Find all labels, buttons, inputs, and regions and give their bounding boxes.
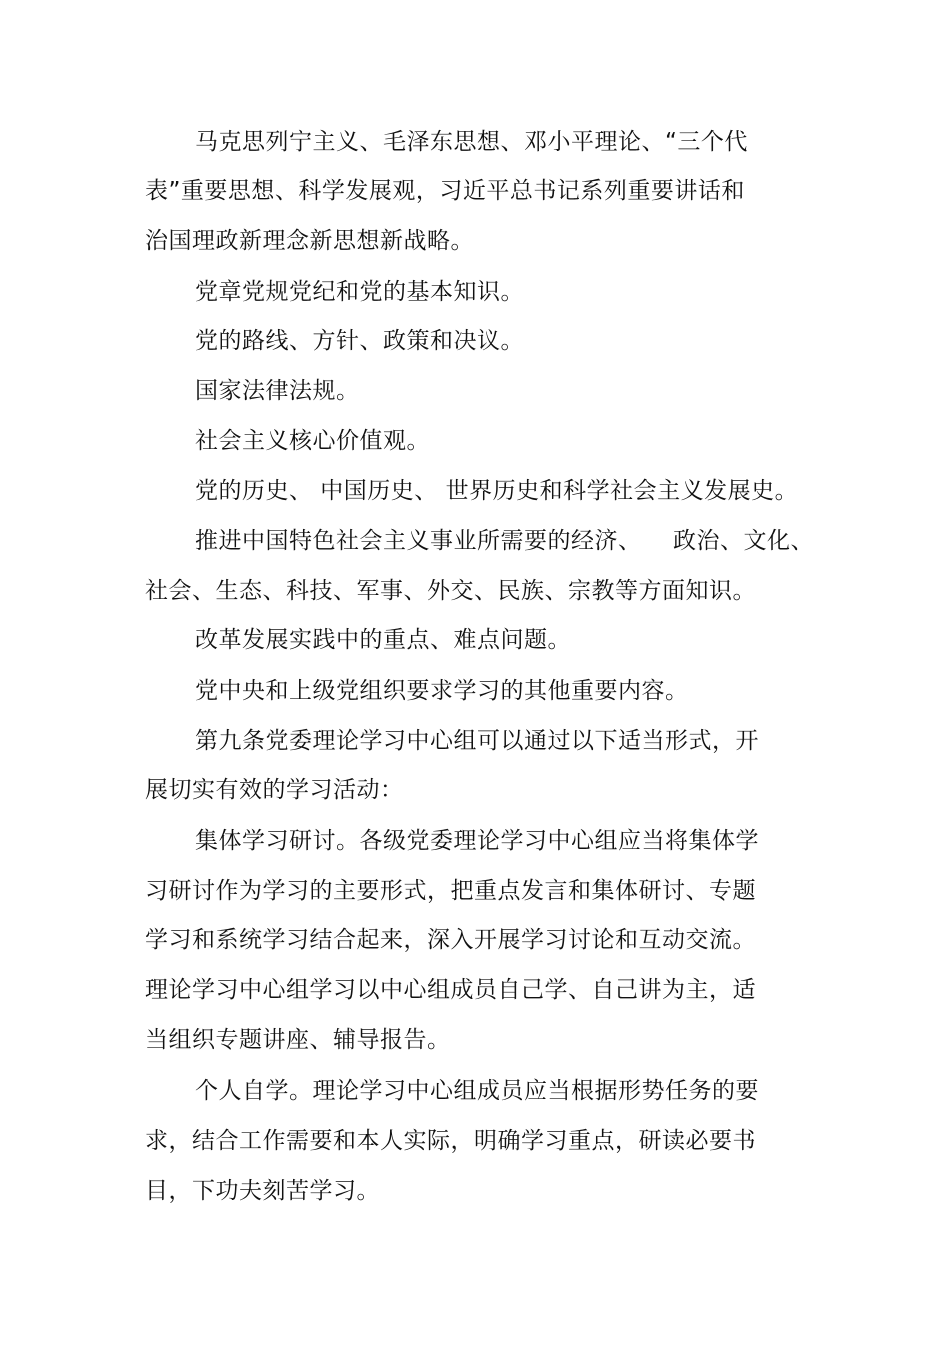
- text-line: 推进中国特色社会主义事业所需要的经济、: [195, 528, 642, 554]
- text-line: 党章党规党纪和党的基本知识。: [195, 279, 524, 305]
- text-line: 治国理政新理念新思想新战略。: [145, 228, 474, 254]
- text-line: 当组织专题讲座、辅导报告。: [145, 1027, 451, 1053]
- text-line: 马克思列宁主义、毛泽东思想、邓小平理论、“三个代: [195, 129, 748, 155]
- text-line: 表”重要思想、科学发展观，习近平总书记系列重要讲话和: [145, 178, 745, 204]
- text-line: 国家法律法规。: [195, 378, 360, 404]
- text-line: 党的历史、 中国历史、 世界历史和科学社会主义发展史。: [195, 478, 799, 504]
- text-line: 展切实有效的学习活动：: [145, 777, 404, 803]
- text-line: 个人自学。理论学习中心组成员应当根据形势任务的要: [195, 1078, 759, 1104]
- text-line: 社会主义核心价值观。: [195, 428, 430, 454]
- text-line: 学习和系统学习结合起来，深入开展学习讨论和互动交流。: [145, 927, 756, 953]
- text-line: 改革发展实践中的重点、难点问题。: [195, 627, 571, 653]
- text-line: 理论学习中心组学习以中心组成员自己学、自己讲为主，适: [145, 977, 756, 1003]
- text-line: 目，下功夫刻苦学习。: [145, 1178, 380, 1204]
- text-line: 社会、生态、科技、军事、外交、民族、宗教等方面知识。: [145, 578, 756, 604]
- text-line: 政治、文化、: [673, 528, 814, 554]
- text-line: 党的路线、方针、政策和决议。: [195, 328, 524, 354]
- text-line: 党中央和上级党组织要求学习的其他重要内容。: [195, 678, 689, 704]
- text-line: 求，结合工作需要和本人实际，明确学习重点，研读必要书: [145, 1128, 756, 1154]
- text-line: 第九条党委理论学习中心组可以通过以下适当形式，开: [195, 728, 759, 754]
- text-line: 习研讨作为学习的主要形式，把重点发言和集体研讨、专题: [145, 878, 756, 904]
- text-line: 集体学习研讨。各级党委理论学习中心组应当将集体学: [195, 828, 759, 854]
